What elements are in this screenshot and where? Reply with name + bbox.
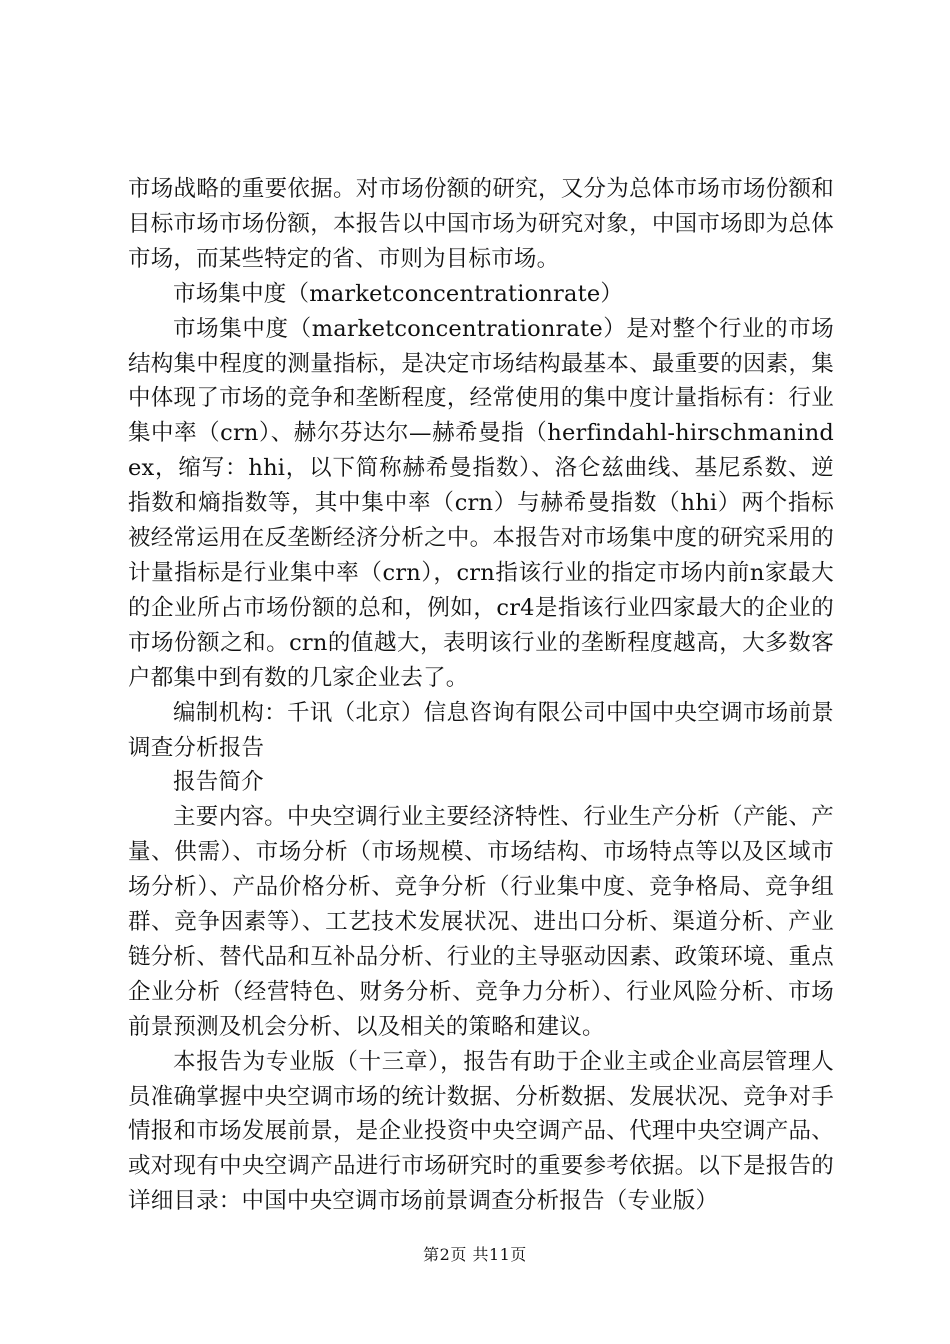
document-body	[128, 172, 834, 1219]
paragraph-publisher: 编制机构：千讯（北京）信息咨询有限公司中国中央空调市场前景调查分析报告	[128, 699, 834, 761]
heading-market-concentration: 市场集中度（marketconcentrationrate）	[173, 280, 624, 307]
page-footer	[0, 1242, 950, 1265]
page-number: 第2页 共11页	[423, 1245, 527, 1264]
paragraph-report-edition: 本报告为专业版（十三章），报告有助于企业主或企业高层管理人员准确掌握中央空调市场的统计数据、分析数据、发展状况、竞争对手情报和市场发展前景，是企业投资中央空调产品、代理中央空调产品、或对现有中央空调产品进行市场研究时的重要参考依据。以下是报告的详细目录：中国中央空调市场前景调查分析报告（专业版）	[128, 1048, 834, 1215]
heading-report-intro: 报告简介	[173, 769, 264, 796]
paragraph-main-content: 主要内容。中央空调行业主要经济特性、行业生产分析（产能、产量、供需）、市场分析（市场规模、市场结构、市场特点等以及区域市场分析）、产品价格分析、竞争分析（行业集中度、竞争格局、竞争组群、竞争因素等）、工艺技术发展状况、进出口分析、渠道分析、产业链分析、替代品和互补品分析、行业的主导驱动因素、政策环境、重点企业分析（经营特色、财务分析、竞争力分析）、行业风险分析、市场前景预测及机会分析、以及相关的策略和建议。	[128, 804, 834, 1040]
paragraph-market-concentration: 市场集中度（marketconcentrationrate）是对整个行业的市场结构集中程度的测量指标，是决定市场结构最基本、最重要的因素，集中体现了市场的竞争和垄断程度，经常使用的集中度计量指标有：行业集中率（crn）、赫尔芬达尔—赫希曼指（herfindahl-hirschmanindex，缩写：hhi，以下简称赫希曼指数）、洛仑兹曲线、基尼系数、逆指数和熵指数等，其中集中率（crn）与赫希曼指数（hhi）两个指标被经常运用在反垄断经济分析之中。本报告对市场集中度的研究采用的计量指标是行业集中率（crn），crn指该行业的指定市场内前n家最大的企业所占市场份额的总和，例如，cr4是指该行业四家最大的企业的市场份额之和。crn的值越大，表明该行业的垄断程度越高，大多数客户都集中到有数的几家企业去了。	[128, 315, 834, 691]
paragraph-market-strategy: 市场战略的重要依据。对市场份额的研究，又分为总体市场市场份额和目标市场市场份额，本报告以中国市场为研究对象，中国市场即为总体市场，而某些特定的省、市则为目标市场。	[128, 176, 834, 272]
